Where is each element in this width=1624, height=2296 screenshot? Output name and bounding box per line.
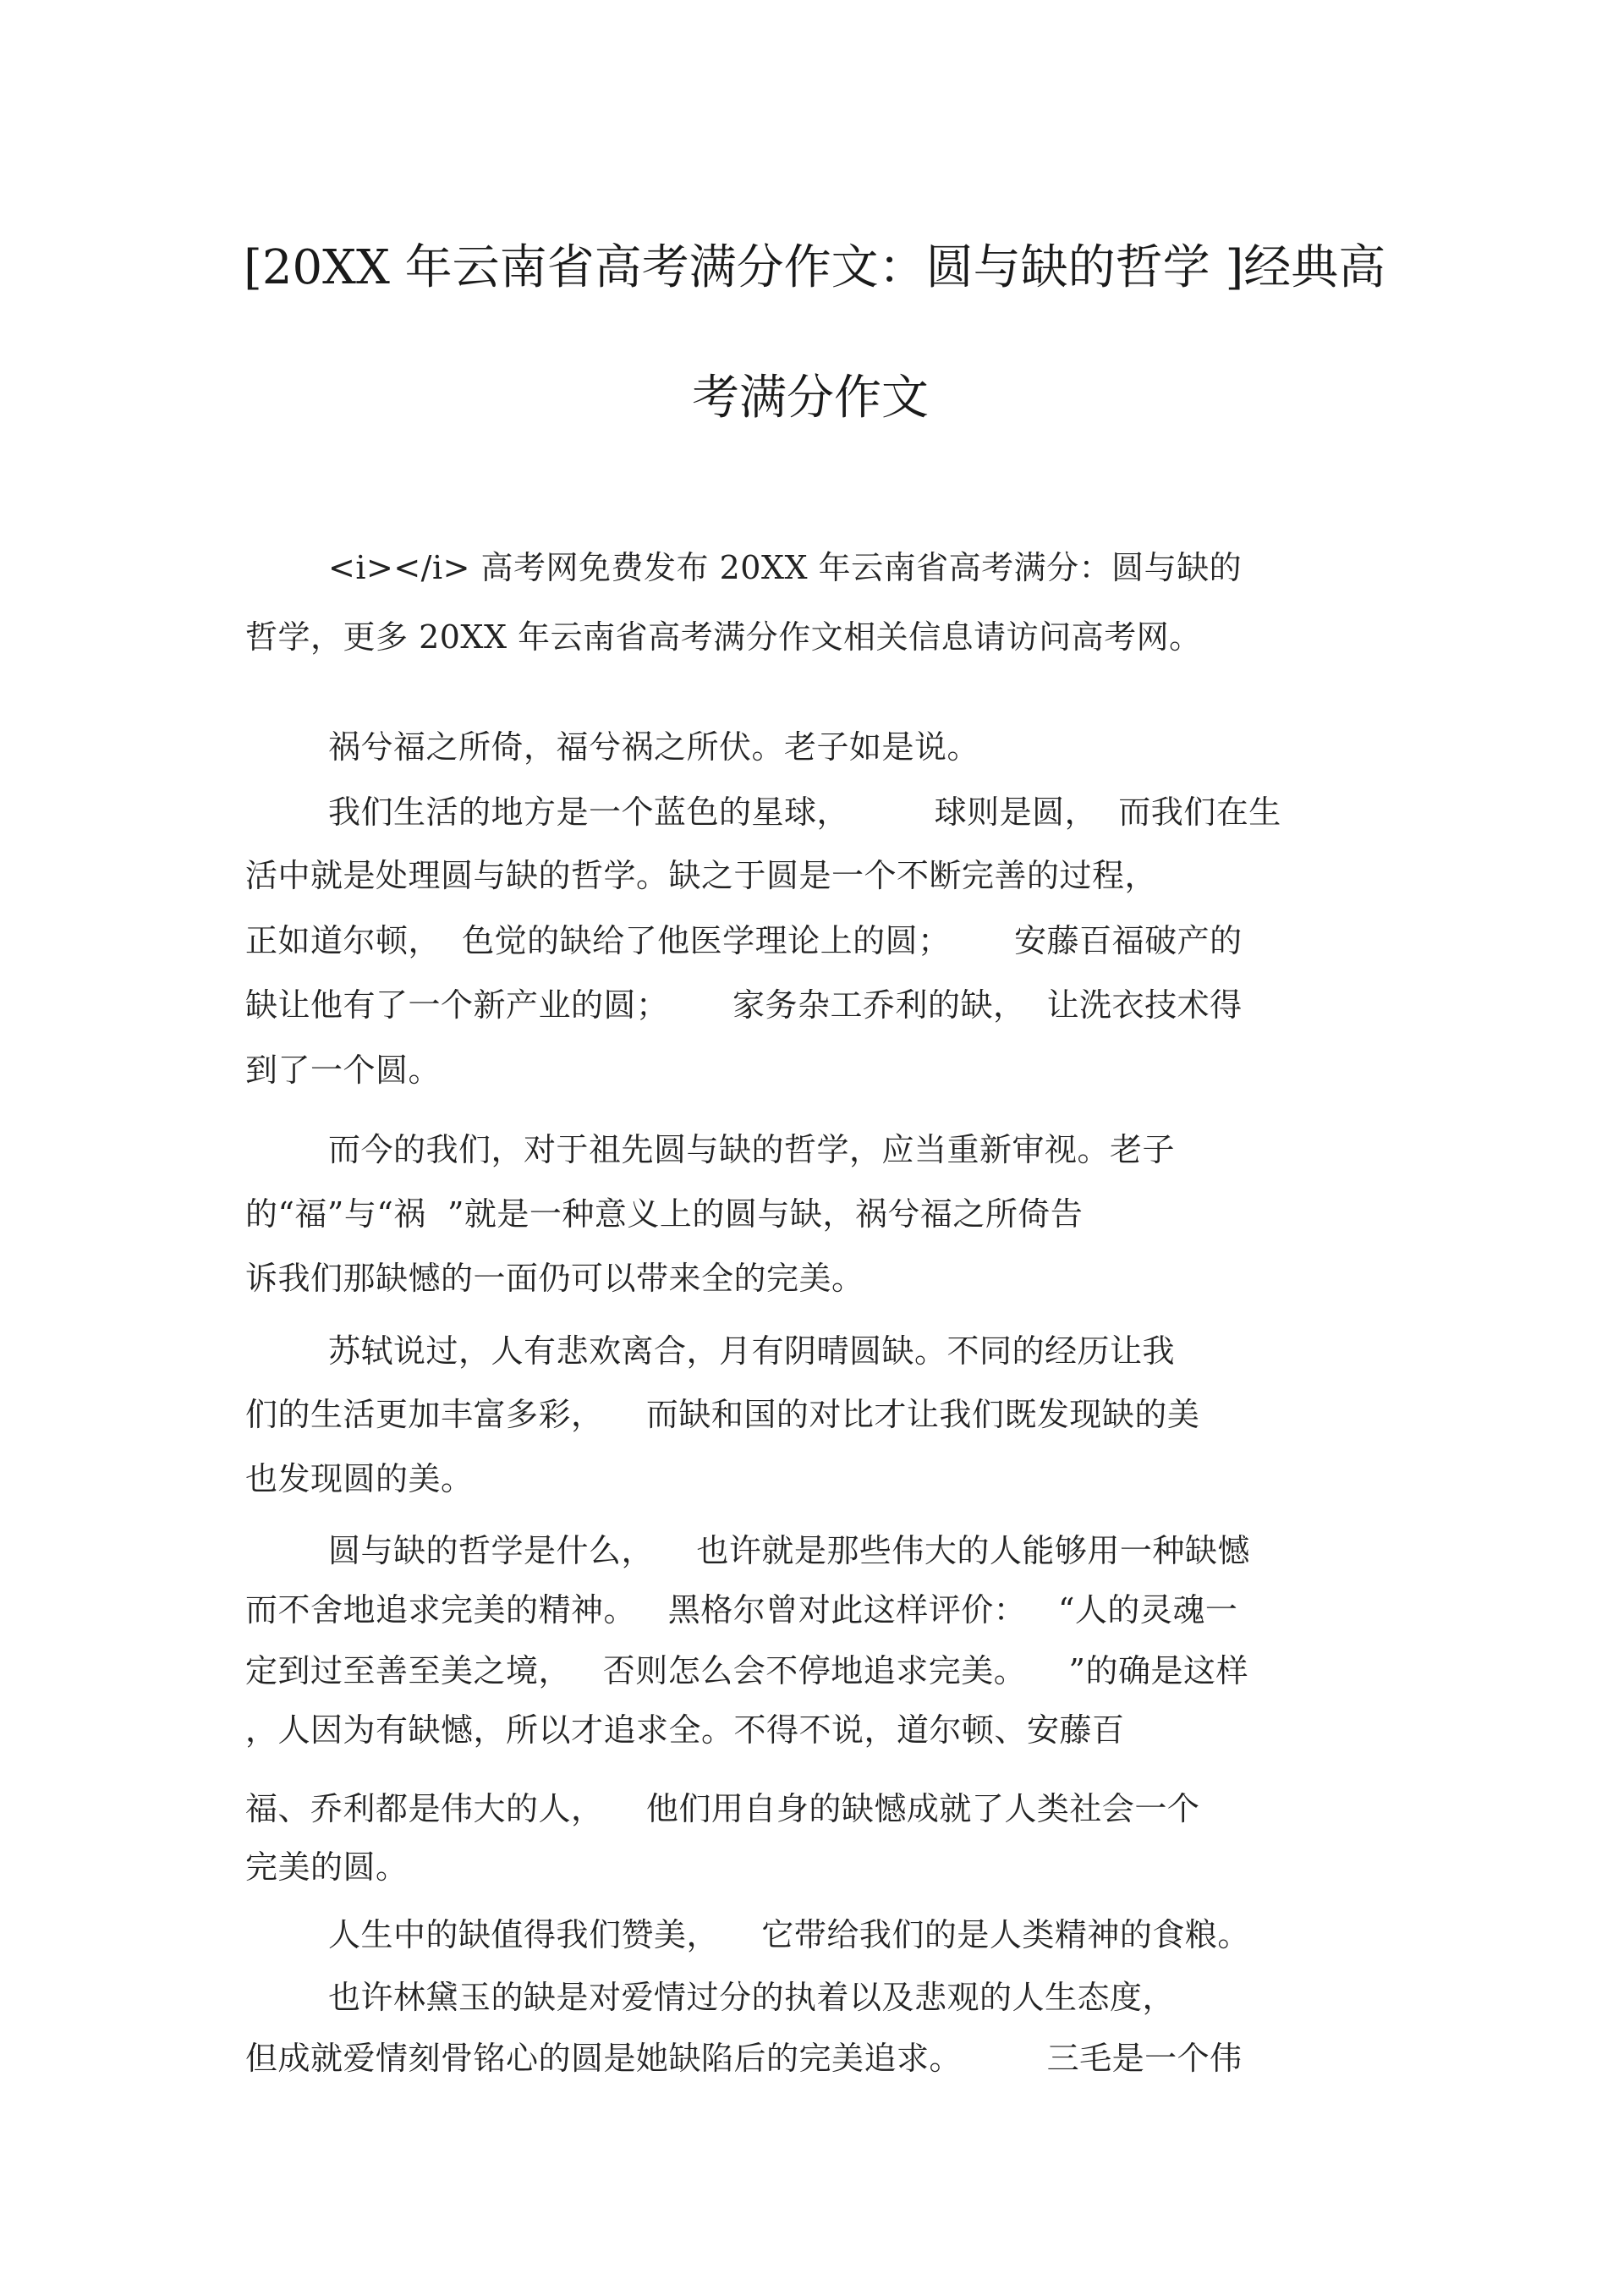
paragraph-line: 到了一个圆。 bbox=[245, 1052, 442, 1089]
paragraph-line: 也发现圆的美。 bbox=[245, 1460, 474, 1497]
paragraph-line: 缺让他有了一个新产业的圆； 家务杂工乔利的缺， 让洗衣技术得 bbox=[245, 986, 1243, 1024]
paragraph-line: 定到过至善至美之境， 否则怎么会不停地追求完美。 ”的确是这样 bbox=[245, 1652, 1248, 1689]
paragraph-line: 的“福”与“祸 ”就是一种意义上的圆与缺，祸兮福之所倚告 bbox=[245, 1195, 1084, 1233]
paragraph-line: 诉我们那缺憾的一面仍可以带来全的完美。 bbox=[245, 1260, 864, 1297]
paragraph-line: 而今的我们，对于祖先圆与缺的哲学，应当重新审视。老子 bbox=[328, 1131, 1176, 1168]
document-title-line-1: [20XX 年云南省高考满分作文：圆与缺的哲学 ]经典高 bbox=[244, 240, 1386, 295]
document-title-line-2: 考满分作文 bbox=[692, 371, 929, 426]
paragraph-line: 正如道尔顿， 色觉的缺给了他医学理论上的圆； 安藤百福破产的 bbox=[245, 922, 1243, 959]
paragraph-line: ，人因为有缺憾，所以才追求全。不得不说，道尔顿、安藤百 bbox=[245, 1711, 1125, 1749]
paragraph-line: 祸兮福之所倚，福兮祸之所伏。老子如是说。 bbox=[328, 728, 980, 766]
paragraph-line: 苏轼说过，人有悲欢离合，月有阴晴圆缺。不同的经历让我 bbox=[328, 1332, 1176, 1370]
paragraph-line: 也许林黛玉的缺是对爱情过分的执着以及悲观的人生态度， bbox=[328, 1979, 1176, 2016]
paragraph-line: 而不舍地追求完美的精神。 黑格尔曾对此这样评价： “人的灵魂一 bbox=[245, 1591, 1238, 1629]
paragraph-line: <i></i> 高考网免费发布 20XX 年云南省高考满分：圆与缺的 bbox=[328, 549, 1243, 586]
paragraph-line: 们的生活更加丰富多彩， 而缺和国的对比才让我们既发现缺的美 bbox=[245, 1396, 1200, 1433]
paragraph-line: 哲学，更多 20XX 年云南省高考满分作文相关信息请访问高考网。 bbox=[245, 618, 1202, 656]
paragraph-line: 人生中的缺值得我们赞美， 它带给我们的是人类精神的食粮。 bbox=[328, 1916, 1250, 1953]
paragraph-line: 我们生活的地方是一个蓝色的星球， 球则是圆， 而我们在生 bbox=[328, 794, 1281, 831]
paragraph-line: 活中就是处理圆与缺的哲学。缺之于圆是一个不断完善的过程， bbox=[245, 857, 1158, 894]
paragraph-line: 圆与缺的哲学是什么， 也许就是那些伟大的人能够用一种缺憾 bbox=[328, 1532, 1250, 1569]
paragraph-line: 福、乔利都是伟大的人， 他们用自身的缺憾成就了人类社会一个 bbox=[245, 1790, 1200, 1827]
paragraph-line: 完美的圆。 bbox=[245, 1848, 409, 1886]
paragraph-line: 但成就爱情刻骨铭心的圆是她缺陷后的完美追求。 三毛是一个伟 bbox=[245, 2040, 1243, 2077]
